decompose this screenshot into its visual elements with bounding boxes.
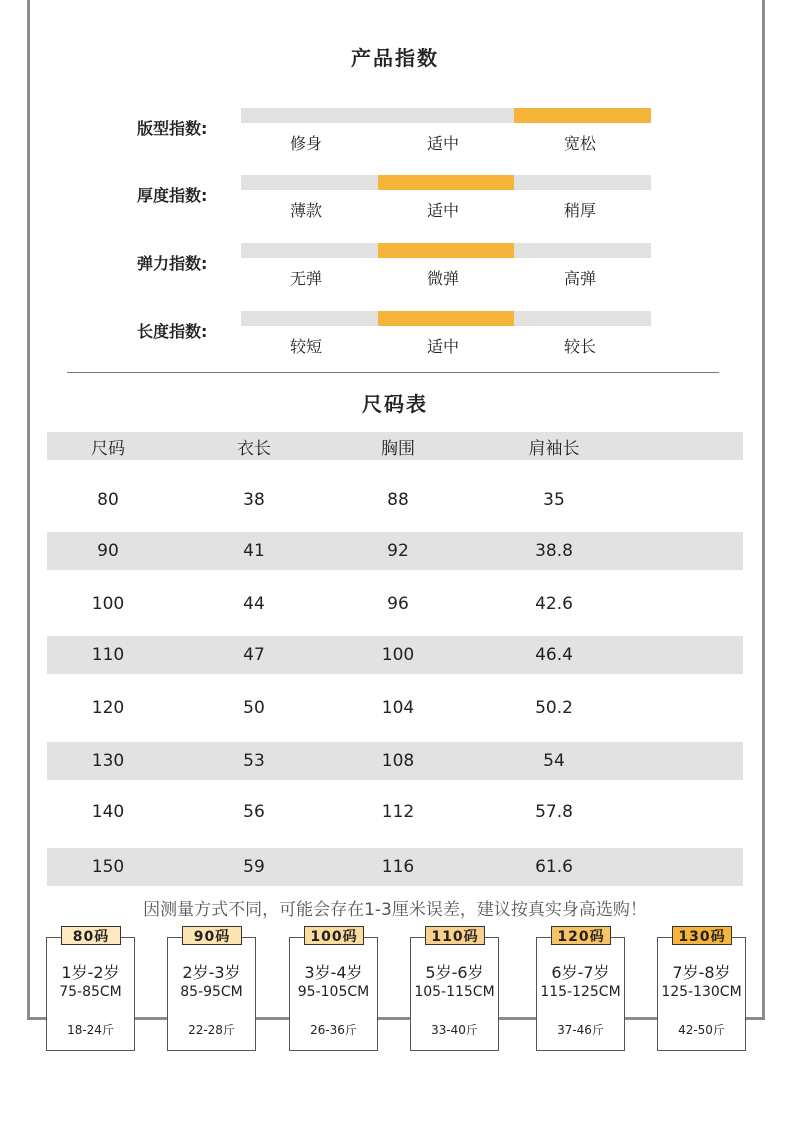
table-cell: 53 [243,751,265,771]
size-guide-age: 5岁-6岁 [425,963,484,982]
size-guide-card [657,937,746,1051]
table-cell: 54 [543,751,565,771]
index-bar [241,311,651,326]
size-guide-card [46,937,135,1051]
index-bar-selected-segment [514,108,651,123]
size-guide-height: 105-115CM [414,984,495,1000]
size-guide-tag: 130码 [672,926,732,945]
size-guide-weight: 37-46斤 [557,1023,604,1037]
table-row [47,532,743,570]
size-guide-age: 7岁-8岁 [672,963,731,982]
table-cell: 100 [381,645,415,665]
size-guide-card [167,937,256,1051]
size-guide-tag: 80码 [61,926,121,945]
size-guide-tag: 100码 [304,926,364,945]
size-guide-height: 95-105CM [297,984,370,1000]
table-row [47,585,743,623]
table-row [47,742,743,780]
index-option: 适中 [426,201,459,220]
size-guide-age: 1岁-2岁 [61,963,120,982]
table-cell: 116 [381,857,415,877]
index-option: 高弹 [563,269,596,288]
size-guide-height: 115-125CM [540,984,621,1000]
table-cell: 41 [243,541,265,561]
table-header-cell: 胸围 [381,438,415,459]
index-section-title: 产品指数 [351,46,439,70]
table-cell: 112 [381,802,415,822]
index-label: 版型指数: [137,119,208,138]
table-cell: 57.8 [535,802,573,822]
table-cell: 44 [243,594,265,614]
index-bar-selected-segment [378,311,515,326]
table-cell: 96 [387,594,409,614]
size-guide-age: 3岁-4岁 [304,963,363,982]
size-guide-height: 85-95CM [180,984,243,1000]
section-divider [67,372,719,373]
size-guide-age: 2岁-3岁 [182,963,241,982]
table-row [47,689,743,727]
index-option: 无弹 [289,269,322,288]
index-label: 弹力指数: [137,254,208,273]
table-cell: 88 [387,490,409,510]
size-guide-weight: 42-50斤 [678,1023,725,1037]
table-header-cell: 衣长 [237,438,271,459]
index-option: 宽松 [563,134,596,153]
measurement-note: 因测量方式不同，可能会存在1-3厘米误差，建议按真实身高选购！ [143,900,647,920]
table-cell: 108 [381,751,415,771]
index-option: 修身 [289,134,322,153]
table-cell: 42.6 [535,594,573,614]
table-row [47,636,743,674]
index-option: 薄款 [289,201,322,220]
table-cell: 61.6 [535,857,573,877]
index-option: 较长 [563,337,596,356]
table-cell: 110 [91,645,125,665]
table-cell: 59 [243,857,265,877]
size-guide-weight: 18-24斤 [67,1023,114,1037]
table-row [47,793,743,831]
size-guide-weight: 22-28斤 [188,1023,235,1037]
table-cell: 46.4 [535,645,573,665]
size-guide-card [536,937,625,1051]
table-cell: 140 [91,802,125,822]
size-guide-card [410,937,499,1051]
table-header [47,432,743,460]
size-guide-tag: 90码 [182,926,242,945]
size-guide-weight: 26-36斤 [310,1023,357,1037]
table-cell: 120 [91,698,125,718]
index-bar [241,175,651,190]
table-cell: 38 [243,490,265,510]
table-header-cell: 尺码 [91,438,125,459]
table-cell: 35 [543,490,565,510]
index-bar [241,108,651,123]
size-table-title: 尺码表 [362,392,428,416]
table-header-cell: 肩袖长 [528,438,580,459]
index-label: 长度指数: [137,322,208,341]
index-option: 稍厚 [563,201,596,220]
table-cell: 38.8 [535,541,573,561]
table-cell: 150 [91,857,125,877]
table-cell: 100 [91,594,125,614]
size-guide-age: 6岁-7岁 [551,963,610,982]
index-option: 微弹 [426,269,459,288]
table-cell: 56 [243,802,265,822]
size-guide-height: 75-85CM [59,984,122,1000]
index-bar-selected-segment [378,243,515,258]
size-guide-card [289,937,378,1051]
index-label: 厚度指数: [137,186,208,205]
table-cell: 80 [97,490,119,510]
table-cell: 50 [243,698,265,718]
index-option: 适中 [426,337,459,356]
size-guide-tag: 120码 [551,926,611,945]
size-guide-height: 125-130CM [661,984,742,1000]
table-row [47,848,743,886]
table-cell: 92 [387,541,409,561]
table-cell: 130 [91,751,125,771]
table-cell: 47 [243,645,265,665]
table-cell: 50.2 [535,698,573,718]
index-option: 较短 [289,337,322,356]
index-option: 适中 [426,134,459,153]
size-guide-weight: 33-40斤 [431,1023,478,1037]
size-guide-tag: 110码 [425,926,485,945]
index-bar [241,243,651,258]
table-cell: 90 [97,541,119,561]
table-cell: 104 [381,698,415,718]
table-row [47,481,743,519]
index-bar-selected-segment [378,175,515,190]
